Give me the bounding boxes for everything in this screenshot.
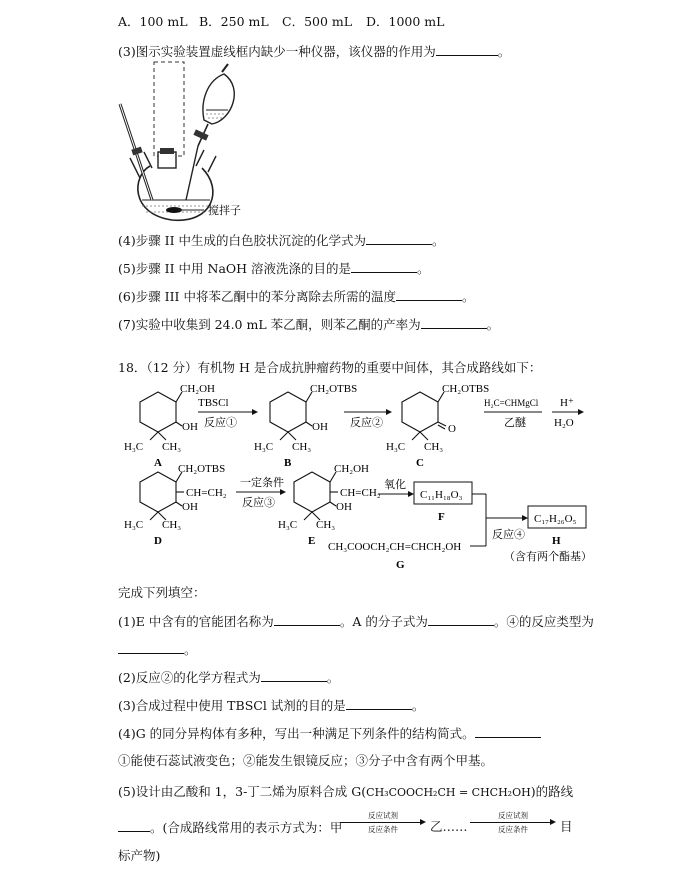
label-f: F: [438, 511, 445, 523]
route-arrow-2: [470, 811, 556, 837]
label-e: E: [308, 535, 316, 547]
reagent-h2o: H₂O: [554, 417, 574, 429]
answer-blank[interactable]: [421, 316, 487, 329]
oxidation: 氧化: [384, 479, 406, 491]
sub-question-1-text-a: (1)E 中含有的官能团名称为: [118, 614, 274, 629]
ring-b: [270, 392, 306, 432]
option-a: A．100 mL: [118, 14, 188, 29]
answer-blank[interactable]: [118, 641, 184, 654]
sub-question-3-text: (3)合成过程中使用 TBSCl 试剂的目的是: [118, 698, 346, 713]
d-ch2otbs: CH₂OTBS: [178, 463, 226, 475]
condition: 一定条件: [240, 477, 284, 489]
route-target: 目: [560, 819, 573, 834]
question-18-header: 18．（12 分）有机物 H 是合成抗肿瘤药物的重要中间体，其合成路线如下：: [118, 360, 542, 375]
route-intermediate: 乙……: [430, 819, 468, 834]
sub-question-4-conditions: ①能使石蕊试液变色；②能发生银镜反应；③分子中含有两个甲基。: [118, 753, 494, 768]
h-note: （含有两个酯基）: [504, 551, 592, 563]
period: 。: [184, 642, 197, 657]
answer-blank[interactable]: [346, 697, 412, 710]
b-ch2otbs: CH₂OTBS: [310, 383, 358, 395]
b-ch3: CH₃: [292, 441, 312, 453]
answer-blank[interactable]: [261, 669, 327, 682]
e-vinyl: CH=CH₂: [340, 487, 381, 499]
label-a: A: [154, 457, 162, 469]
fill-in-heading: 完成下列填空：: [118, 585, 206, 600]
d-oh: OH: [182, 501, 198, 513]
question-4-text: (4)步骤 II 中生成的白色胶状沉淀的化学式为: [118, 233, 367, 248]
label-b: B: [284, 457, 292, 469]
sub-question-4-text: (4)G 的同分异构体有多种，写出一种满足下列条件的结构简式。: [118, 726, 475, 741]
answer-blank[interactable]: [396, 288, 462, 301]
e-ch2oh: CH₂OH: [334, 463, 370, 475]
option-c: C．500 mL: [282, 14, 353, 29]
a-oh: OH: [182, 421, 198, 433]
reaction-1: 反应①: [204, 417, 237, 429]
period: 。: [417, 261, 430, 276]
question-5-text: (5)步骤 II 中用 NaOH 溶液洗涤的目的是: [118, 261, 352, 276]
sub-question-3: [118, 697, 424, 714]
e-oh: OH: [336, 501, 352, 513]
option-d: D．1000 mL: [366, 14, 445, 29]
d-vinyl: CH=CH₂: [186, 487, 227, 499]
sub-question-2-text: (2)反应②的化学方程式为: [118, 670, 261, 685]
b-oh: OH: [312, 421, 328, 433]
route-arrow-2-condition: 反应条件: [498, 825, 528, 834]
c-o: O: [448, 423, 456, 435]
reagent-h-plus: H⁺: [560, 397, 574, 409]
sub-question-5-text-a: (5)设计由乙酸和 1，3-丁二烯为原料合成 G(: [118, 784, 367, 799]
question-6: [118, 288, 474, 305]
option-b: B．250 mL: [199, 14, 269, 29]
answer-blank[interactable]: [366, 232, 432, 245]
a-ch2oh: CH₂OH: [180, 383, 216, 395]
answer-blank[interactable]: [475, 725, 541, 738]
sub-question-1-line2: [118, 641, 197, 658]
route-format-text: 。(合成路线常用的表示方式为：甲: [150, 820, 343, 835]
thermometer: [120, 104, 152, 200]
label-h: H: [552, 535, 561, 547]
route-arrow-1-reagent: 反应试剂: [368, 811, 398, 820]
reaction-2: 反应②: [350, 417, 383, 429]
label-g: G: [396, 559, 405, 571]
sub-question-4: [118, 725, 541, 742]
period: 。: [432, 233, 445, 248]
question-4: [118, 232, 445, 249]
formula-g: CH₃COOCH₂CH=CHCH₂OH: [328, 541, 462, 553]
period: 。: [497, 44, 511, 59]
answer-blank[interactable]: [351, 260, 417, 273]
period: 。: [461, 289, 475, 304]
sub-question-5-formula: CH₃COOCH₂CH = CHCH₂OH: [366, 786, 531, 799]
question-6-text: (6)步骤 III 中将苯乙酮中的苯分离除去所需的温度: [118, 289, 396, 304]
route-target-line3: 标产物): [118, 848, 161, 863]
question-7-text: (7)实验中收集到 24.0 mL 苯乙酮，则苯乙酮的产率为: [118, 317, 421, 332]
solvent-ether: 乙醚: [504, 417, 526, 429]
d-h3c: H₃C: [124, 519, 144, 531]
sub-question-2: [118, 669, 339, 686]
sub-question-5: [118, 784, 573, 801]
answer-blank[interactable]: [428, 613, 494, 626]
synthesis-scheme: [112, 378, 592, 584]
missing-instrument-dashed-frame: [154, 62, 184, 156]
period: 。: [326, 670, 340, 685]
ring-c: [402, 392, 438, 432]
period: 。: [411, 698, 425, 713]
answer-blank[interactable]: [274, 613, 340, 626]
a-ch3: CH₃: [162, 441, 182, 453]
route-arrow-1: [340, 811, 426, 837]
three-neck-flask: [130, 148, 216, 220]
sub-question-5-text-b: )的路线: [530, 784, 574, 799]
label-c: C: [416, 457, 424, 469]
e-h3c: H₃C: [278, 519, 298, 531]
answer-blank[interactable]: [118, 819, 150, 832]
ring-a: [140, 392, 176, 432]
sub-question-1-text-b: 。A 的分子式为: [339, 614, 428, 629]
c-ch3: CH₃: [424, 441, 444, 453]
sub-question-5-line2: [118, 819, 342, 836]
reagent-grignard: H₂C=CHMgCl: [484, 398, 539, 408]
label-d: D: [154, 535, 162, 547]
b-h3c: H₃C: [254, 441, 274, 453]
route-arrow-2-reagent: 反应试剂: [498, 811, 528, 820]
question-3: [118, 43, 510, 60]
a-h3c: H₃C: [124, 441, 144, 453]
c-ch2otbs: CH₂OTBS: [442, 383, 490, 395]
reagent-tbscl: TBSCl: [198, 397, 229, 409]
formula-h: C₁₇H₂₆O₅: [534, 513, 577, 525]
ring-d: [140, 472, 176, 512]
d-ch3: CH₃: [162, 519, 182, 531]
e-ch3: CH₃: [316, 519, 336, 531]
sub-question-1-text-c: 。④的反应类型为: [493, 614, 594, 629]
answer-blank[interactable]: [436, 43, 498, 56]
c-h3c: H₃C: [386, 441, 406, 453]
question-7: [118, 316, 499, 333]
sub-question-1: [118, 613, 594, 630]
question-3-text: (3)图示实验装置虚线框内缺少一种仪器，该仪器的作用为: [118, 44, 436, 59]
reaction-3: 反应③: [242, 497, 275, 509]
route-arrow-1-condition: 反应条件: [368, 825, 398, 834]
formula-f: C₁₁H₁₈O₃: [420, 489, 463, 501]
ring-e: [294, 472, 330, 512]
period: 。: [486, 317, 500, 332]
question-5: [118, 260, 430, 277]
stirrer-label: 搅拌子: [208, 205, 241, 217]
apparatus-diagram: [112, 60, 352, 228]
reaction-4: 反应④: [492, 529, 525, 541]
